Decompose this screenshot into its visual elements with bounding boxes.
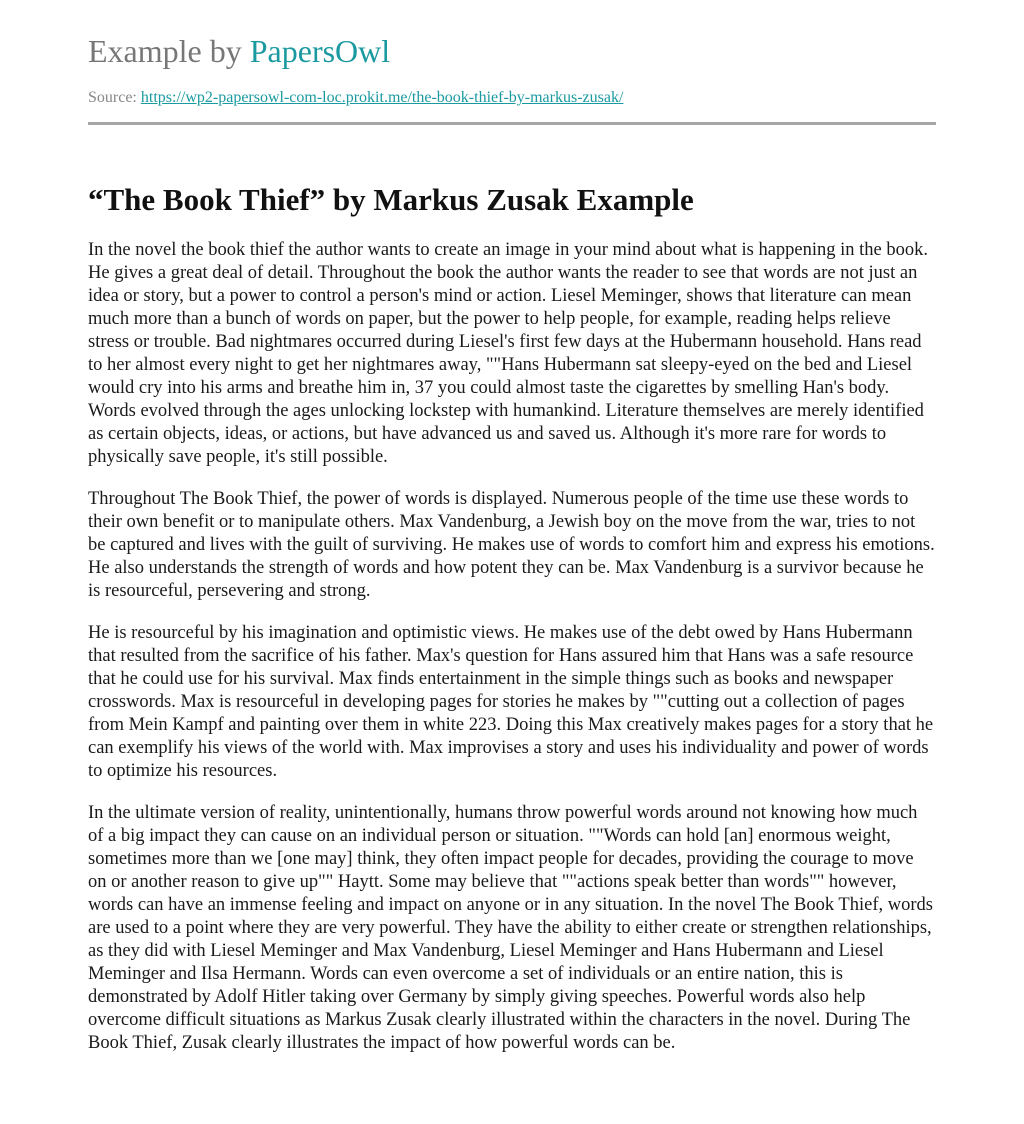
- paragraph-4: In the ultimate version of reality, unintentionally, humans throw powerful words around not knowing how much of a big impact they can cause on an individual person or situation. ""Words can hold [an] enormous weight, sometimes more than we [one may] think, they often impact people for decades, providing the courage to move on or another reason to give up"" Haytt. Some may believe that ""actions speak better than words"" however, words can have an immense feeling and impact on anyone or in any situation. In the novel The Book Thief, words are used to a point where they are very powerful. They have the ability to either create or strengthen relationships, as they did with Liesel Meminger and Max Vandenburg, Liesel Meminger and Hans Hubermann and Liesel Meminger and Ilsa Hermann. Words can even overcome a set of individuals or an entire nation, this is demonstrated by Adolf Hitler taking over Germany by simply giving speeches. Powerful words also help overcome difficult situations as Markus Zusak clearly illustrated within the characters in the novel. During The Book Thief, Zusak clearly illustrates the impact of how powerful words can be.: [88, 803, 933, 1053]
- paragraph-3: He is resourceful by his imagination and optimistic views. He makes use of the debt owed by Hans Hubermann that resulted from the sacrifice of his father. Max's question for Hans assured him that Hans was a safe resource that he could use for his survival. Max finds entertainment in the simple things such as books and newspaper crosswords. Max is resourceful in developing pages for stories he makes by ""cutting out a collection of pages from Mein Kampf and painting over them in white 223. Doing this Max creatively makes pages for a story that he can exemplify his views of the world with. Max improvises a story and uses his individuality and power of words to optimize his resources.: [88, 623, 934, 781]
- brand-name: PapersOwl: [249, 33, 391, 69]
- header-divider: [88, 122, 936, 125]
- document-title: “The Book Thief” by Markus Zusak Example: [88, 182, 694, 217]
- brand-heading: [88, 31, 390, 71]
- brand-prefix: Example by: [88, 33, 250, 69]
- source-label: Source:: [88, 89, 141, 106]
- source-link[interactable]: https://wp2-papersowl-com-loc.prokit.me/the-book-thief-by-markus-zusak/: [140, 89, 624, 106]
- paragraph-1: In the novel the book thief the author wants to create an image in your mind about what is happening in the book. He gives a great deal of detail. Throughout the book the author wants the reader to see that words are not just an idea or story, but a power to control a person's mind or action. Liesel Meminger, shows that literature can mean much more than a bunch of words on paper, but the power to help people, for example, reading helps relieve stress or trouble. Bad nightmares occurred during Liesel's first few days at the Hubermann household. Hans read to her almost every night to get her nightmares away, ""Hans Hubermann sat sleepy-eyed on the bed and Liesel would cry into his arms and breathe him in, 37 you could almost taste the cigarettes by smelling Han's body. Words evolved through the ages unlocking lockstep with humankind. Literature themselves are merely identified as certain objects, ideas, or actions, but have advanced us and saved us. Although it's more rare for words to physically save people, it's still possible.: [88, 240, 928, 467]
- document-body: [88, 239, 936, 1074]
- paragraph-2: Throughout The Book Thief, the power of words is displayed. Numerous people of the time use these words to their own benefit or to manipulate others. Max Vandenburg, a Jewish boy on the move from the war, tries to not be captured and lives with the guilt of surviving. He makes use of words to comfort him and express his emotions. He also understands the strength of words and how potent they can be. Max Vandenburg is a survivor because he is resourceful, persevering and strong.: [88, 489, 935, 601]
- source-line: [88, 88, 623, 108]
